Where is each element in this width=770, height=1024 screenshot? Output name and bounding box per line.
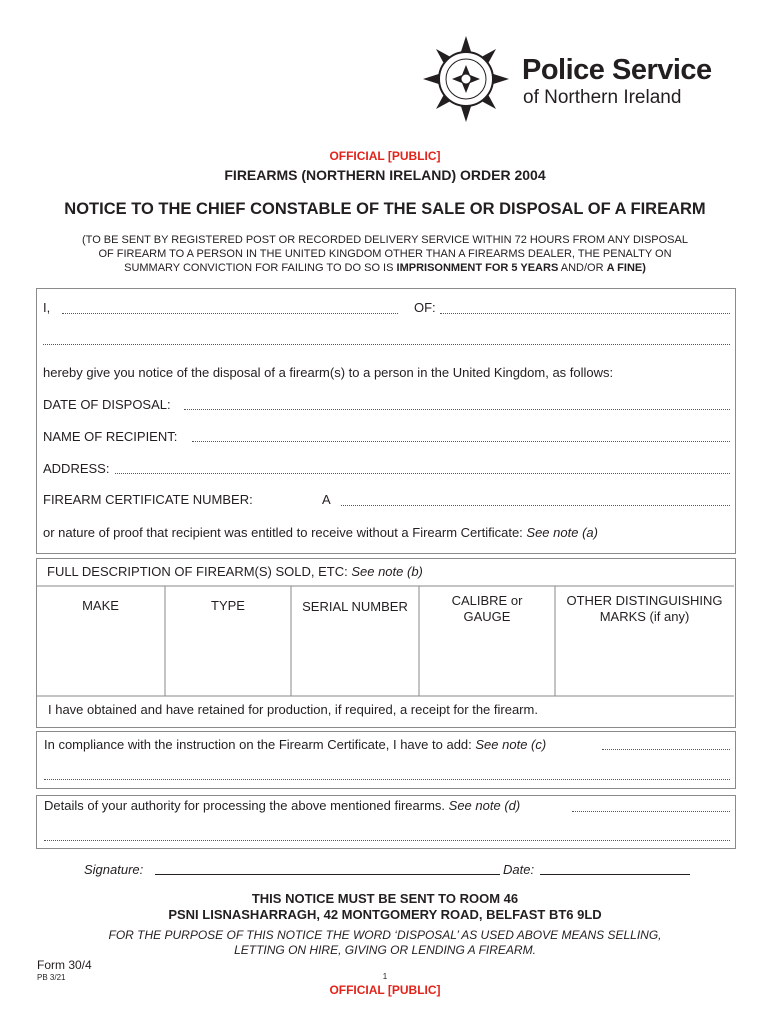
address-label: ADDRESS: xyxy=(43,461,110,476)
column-header-serial-number: SERIAL NUMBER xyxy=(302,599,408,614)
compliance-field-line2[interactable] xyxy=(44,779,730,780)
instructions-line3: SUMMARY CONVICTION FOR FAILING TO DO SO IS IMPRISONMENT FOR 5 YEARS AND/OR A FINE) xyxy=(124,262,646,274)
revision-code: PB 3/21 xyxy=(37,973,66,982)
purpose-line1: FOR THE PURPOSE OF THIS NOTICE THE WORD ‘DISPOSAL’ AS USED ABOVE MEANS SELLING, xyxy=(108,928,662,942)
table-heading: FULL DESCRIPTION OF FIREARM(S) SOLD, ETC: See note (b) xyxy=(47,564,423,579)
note-a: See note (a) xyxy=(526,525,598,540)
authority-field-line2[interactable] xyxy=(44,840,730,841)
of-label: OF: xyxy=(414,300,436,315)
of-address-field-line2[interactable] xyxy=(43,344,730,345)
date-of-disposal-label: DATE OF DISPOSAL: xyxy=(43,397,171,412)
notice-text: hereby give you notice of the disposal of a firearm(s) to a person in the United Kingdom, as follows: xyxy=(43,365,614,380)
proof-text: or nature of proof that recipient was entitled to receive without a Firearm Certificate: See note (a) xyxy=(43,525,598,540)
name-of-recipient-field[interactable] xyxy=(192,441,730,442)
note-c: See note (c) xyxy=(475,737,547,752)
column-header-make: MAKE xyxy=(82,598,119,613)
instructions xyxy=(0,233,770,275)
note-b: See note (b) xyxy=(351,564,423,579)
date-field[interactable] xyxy=(540,874,690,875)
compliance-field[interactable] xyxy=(602,749,730,750)
table-cell-distinguishing-marks[interactable] xyxy=(556,587,733,695)
main-title: NOTICE TO THE CHIEF CONSTABLE OF THE SALE OR DISPOSAL OF A FIREARM xyxy=(64,200,706,218)
compliance-text: In compliance with the instruction on the Firearm Certificate, I have to add: See note (c) xyxy=(44,737,547,752)
name-of-recipient-label: NAME OF RECIPIENT: xyxy=(43,429,178,444)
instructions-line2: OF FIREARM TO A PERSON IN THE UNITED KINGDOM OTHER THAN A FIREARMS DEALER, THE PENALTY ON xyxy=(98,248,672,260)
classification-bottom: OFFICIAL [PUBLIC] xyxy=(329,983,441,997)
note-d: See note (d) xyxy=(448,798,521,813)
signature-field[interactable] xyxy=(155,874,500,875)
purpose-line2: LETTING ON HIRE, GIVING OR LENDING A FIREARM. xyxy=(234,943,536,957)
table-cell-make[interactable] xyxy=(37,587,164,695)
certificate-number-field[interactable] xyxy=(341,505,730,506)
signature-label: Signature: xyxy=(84,862,144,877)
classification-top: OFFICIAL [PUBLIC] xyxy=(329,149,441,163)
certificate-prefix: A xyxy=(322,492,331,507)
table-cell-calibre[interactable] xyxy=(420,587,554,695)
column-header-calibre: CALIBRE or GAUGE xyxy=(451,593,523,624)
authority-text: Details of your authority for processing the above mentioned firearms. See note (d) xyxy=(44,798,521,813)
i-label: I, xyxy=(43,300,51,315)
date-label: Date: xyxy=(503,862,535,877)
send-to-line2: PSNI LISNASHARRAGH, 42 MONTGOMERY ROAD, BELFAST BT6 9LD xyxy=(168,907,602,922)
receipt-text: I have obtained and have retained for production, if required, a receipt for the firearm. xyxy=(48,702,538,717)
table-cell-serial-number[interactable] xyxy=(292,587,418,695)
table-cell-type[interactable] xyxy=(166,587,290,695)
authority-field[interactable] xyxy=(572,811,730,812)
column-header-distinguishing-marks: OTHER DISTINGUISHING MARKS (if any) xyxy=(566,593,723,624)
of-address-field[interactable] xyxy=(440,313,730,314)
send-to-line1: THIS NOTICE MUST BE SENT TO ROOM 46 xyxy=(251,891,519,906)
org-name-subline: of Northern Ireland xyxy=(523,87,682,108)
name-field[interactable] xyxy=(62,313,398,314)
page-number: 1 xyxy=(382,972,388,981)
column-header-type: TYPE xyxy=(211,598,245,613)
date-of-disposal-field[interactable] xyxy=(184,409,730,410)
form-number: Form 30/4 xyxy=(37,958,92,972)
disposal-details-section xyxy=(36,288,736,554)
org-name: Police Service xyxy=(522,54,712,86)
order-title: FIREARMS (NORTHERN IRELAND) ORDER 2004 xyxy=(224,167,546,183)
certificate-number-label: FIREARM CERTIFICATE NUMBER: xyxy=(43,492,253,507)
psni-crest-icon xyxy=(420,36,512,122)
address-field[interactable] xyxy=(115,473,730,474)
instructions-line1: (TO BE SENT BY REGISTERED POST OR RECORDED DELIVERY SERVICE WITHIN 72 HOURS FROM ANY DISPOSAL xyxy=(82,234,688,246)
